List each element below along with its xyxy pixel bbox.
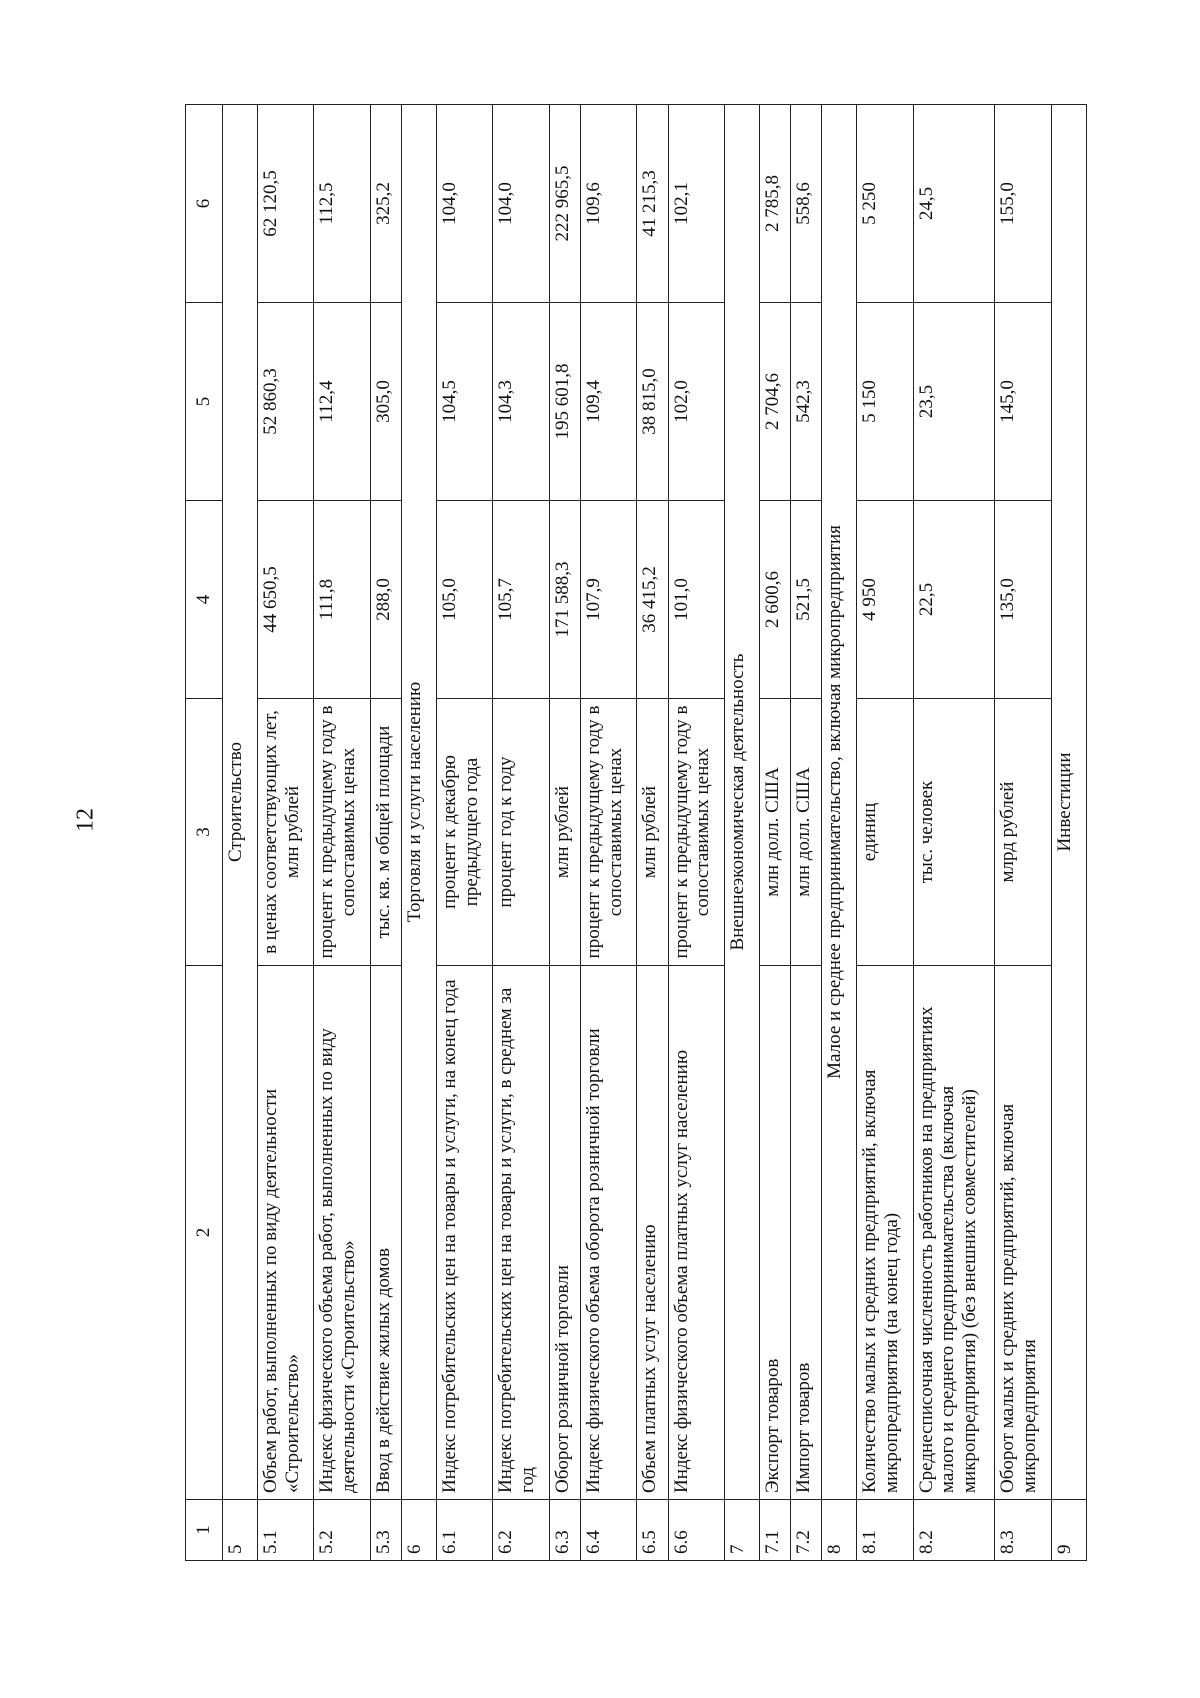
table-row [258, 105, 314, 1561]
indicator-name: Индекс физического объема оборота розничной торговли [580, 966, 636, 1500]
value-col5: 2 704,6 [759, 303, 790, 501]
indicator-name: Импорт товаров [791, 966, 822, 1500]
row-id: 6.5 [637, 1500, 668, 1561]
section-number: 7 [724, 1500, 759, 1561]
row-id: 7.1 [759, 1500, 790, 1561]
indicator-name: Объем платных услуг населению [637, 966, 668, 1500]
indicator-name: Количество малых и средних предприятий, включая микропредприятия (на конец года) [857, 966, 913, 1500]
table-row [580, 105, 636, 1561]
table-row [637, 105, 668, 1561]
unit-cell: процент к предыдущему году в сопоставимых ценах [668, 699, 724, 966]
unit-cell: млн рублей [637, 699, 668, 966]
section-title: Инвестиции [1052, 105, 1087, 1500]
value-col5: 112,4 [314, 303, 370, 501]
value-col6: 2 785,8 [759, 105, 790, 303]
value-col6: 112,5 [314, 105, 370, 303]
indicator-name: Индекс потребительских цен на товары и услуги, в среднем за год [493, 966, 549, 1500]
value-col6: 155,0 [995, 105, 1052, 303]
unit-cell: млн долл. США [759, 699, 790, 966]
value-col4: 101,0 [668, 501, 724, 699]
table-row [668, 105, 724, 1561]
value-col6: 102,1 [668, 105, 724, 303]
table-row [913, 105, 995, 1561]
row-id: 6.4 [580, 1500, 636, 1561]
unit-cell: процент к предыдущему году в сопоставимых ценах [580, 699, 636, 966]
section-title: Строительство [223, 105, 258, 1500]
value-col6: 24,5 [913, 105, 995, 303]
section-number: 6 [401, 1500, 436, 1561]
value-col6: 5 250 [857, 105, 913, 303]
row-id: 7.2 [791, 1500, 822, 1561]
value-col5: 104,5 [436, 303, 492, 501]
value-col6: 104,0 [436, 105, 492, 303]
row-id: 6.1 [436, 1500, 492, 1561]
value-col4: 22,5 [913, 501, 995, 699]
header-cell: 2 [186, 966, 223, 1500]
row-id: 5.2 [314, 1500, 370, 1561]
header-cell: 6 [186, 105, 223, 303]
indicator-name: Среднесписочная численность работников на предприятиях малого и среднего предпринимательства (включая микропредприятия) (без внешних совместителей) [913, 966, 995, 1500]
value-col4: 288,0 [370, 501, 401, 699]
section-row [1052, 105, 1087, 1561]
section-row [724, 105, 759, 1561]
unit-cell: млн рублей [549, 699, 580, 966]
unit-cell: единиц [857, 699, 913, 966]
table-row [493, 105, 549, 1561]
value-col6: 62 120,5 [258, 105, 314, 303]
section-title: Внешнеэкономическая деятельность [724, 105, 759, 1500]
section-row [401, 105, 436, 1561]
unit-cell: тыс. кв. м общей площади [370, 699, 401, 966]
value-col4: 44 650,5 [258, 501, 314, 699]
table-row [857, 105, 913, 1561]
value-col5: 109,4 [580, 303, 636, 501]
header-cell: 4 [186, 501, 223, 699]
section-number: 8 [822, 1500, 857, 1561]
indicator-name: Индекс потребительских цен на товары и услуги, на конец года [436, 966, 492, 1500]
value-col4: 4 950 [857, 501, 913, 699]
value-col4: 36 415,2 [637, 501, 668, 699]
value-col4: 2 600,6 [759, 501, 790, 699]
value-col5: 23,5 [913, 303, 995, 501]
value-col5: 104,3 [493, 303, 549, 501]
indicator-name: Ввод в действие жилых домов [370, 966, 401, 1500]
table-row [791, 105, 822, 1561]
value-col6: 558,6 [791, 105, 822, 303]
unit-cell: млн долл. США [791, 699, 822, 966]
row-id: 6.2 [493, 1500, 549, 1561]
unit-cell: процент к предыдущему году в сопоставимых ценах [314, 699, 370, 966]
value-col5: 52 860,3 [258, 303, 314, 501]
value-col4: 105,7 [493, 501, 549, 699]
row-id: 8.1 [857, 1500, 913, 1561]
unit-cell: в ценах соответствующих лет, млн рублей [258, 699, 314, 966]
row-id: 8.2 [913, 1500, 995, 1561]
value-col6: 104,0 [493, 105, 549, 303]
rotated-table-sheet [185, 105, 1087, 1561]
unit-cell: процент к декабрю предыдущего года [436, 699, 492, 966]
value-col5: 195 601,8 [549, 303, 580, 501]
indicator-name: Индекс физического объема платных услуг населению [668, 966, 724, 1500]
value-col5: 5 150 [857, 303, 913, 501]
table-row [370, 105, 401, 1561]
section-title: Малое и среднее предпринимательство, включая микропредприятия [822, 105, 857, 1500]
unit-cell: тыс. человек [913, 699, 995, 966]
table-row [759, 105, 790, 1561]
row-id: 5.1 [258, 1500, 314, 1561]
value-col6: 222 965,5 [549, 105, 580, 303]
value-col5: 38 815,0 [637, 303, 668, 501]
row-id: 6.6 [668, 1500, 724, 1561]
value-col4: 111,8 [314, 501, 370, 699]
value-col5: 145,0 [995, 303, 1052, 501]
indicator-name: Объем работ, выполненных по виду деятельности «Строительство» [258, 966, 314, 1500]
table-row [436, 105, 492, 1561]
forecast-table [185, 104, 1087, 1561]
value-col6: 109,6 [580, 105, 636, 303]
section-number: 5 [223, 1500, 258, 1561]
unit-cell: млрд рублей [995, 699, 1052, 966]
value-col6: 41 215,3 [637, 105, 668, 303]
header-cell: 1 [186, 1500, 223, 1561]
header-cell: 5 [186, 303, 223, 501]
value-col4: 135,0 [995, 501, 1052, 699]
value-col4: 107,9 [580, 501, 636, 699]
value-col4: 521,5 [791, 501, 822, 699]
value-col4: 171 588,3 [549, 501, 580, 699]
value-col4: 105,0 [436, 501, 492, 699]
section-row [822, 105, 857, 1561]
unit-cell: процент год к году [493, 699, 549, 966]
section-title: Торговля и услуги населению [401, 105, 436, 1500]
row-id: 8.3 [995, 1500, 1052, 1561]
section-number: 9 [1052, 1500, 1087, 1561]
indicator-name: Индекс физического объема работ, выполненных по виду деятельности «Строительство» [314, 966, 370, 1500]
value-col6: 325,2 [370, 105, 401, 303]
header-cell: 3 [186, 699, 223, 966]
row-id: 5.3 [370, 1500, 401, 1561]
indicator-name: Оборот розничной торговли [549, 966, 580, 1500]
value-col5: 305,0 [370, 303, 401, 501]
table-header-row [186, 105, 223, 1561]
table-row [549, 105, 580, 1561]
table-row [314, 105, 370, 1561]
page-number: 12 [72, 808, 99, 832]
section-row [223, 105, 258, 1561]
value-col5: 542,3 [791, 303, 822, 501]
indicator-name: Экспорт товаров [759, 966, 790, 1500]
value-col5: 102,0 [668, 303, 724, 501]
row-id: 6.3 [549, 1500, 580, 1561]
indicator-name: Оборот малых и средних предприятий, включая микропредприятия [995, 966, 1052, 1500]
table-row [995, 105, 1052, 1561]
